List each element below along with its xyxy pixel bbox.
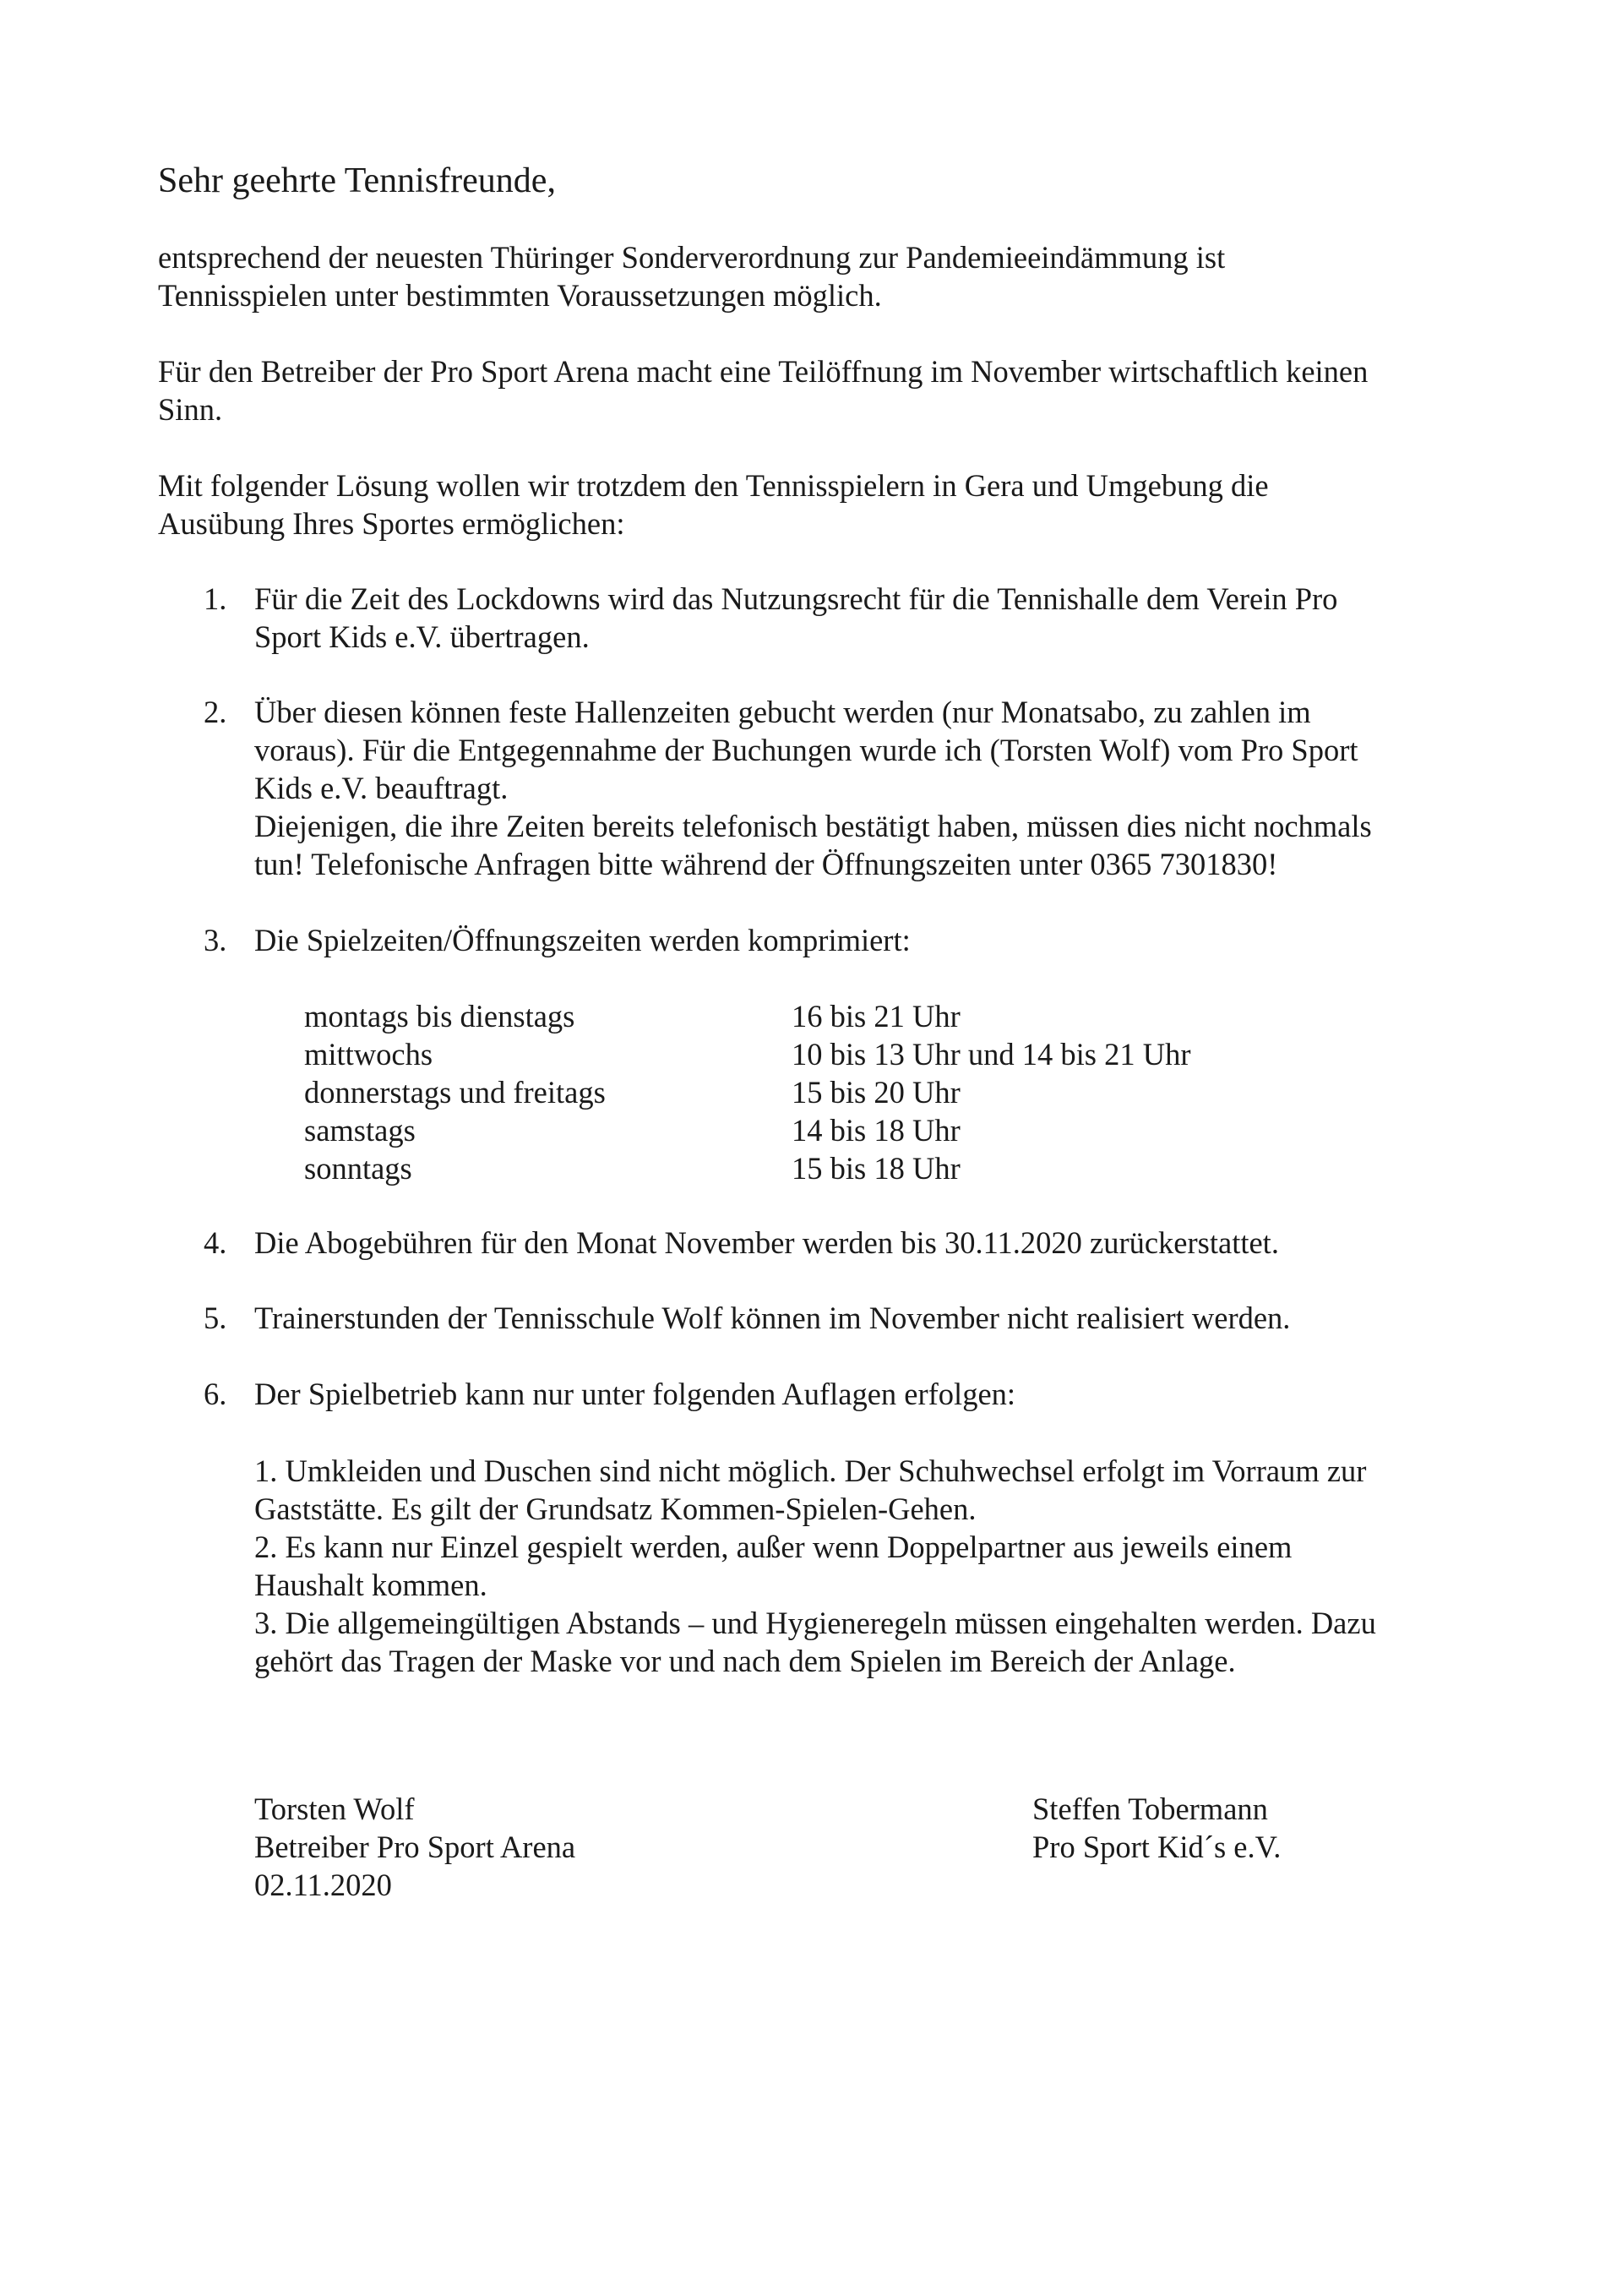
list-line: tun! Telefonische Anfragen bitte während der Öffnungszeiten unter 0365 7301830!: [254, 847, 1278, 881]
list-line: Sport Kids e.V. übertragen.: [254, 619, 590, 654]
conditions-block: [254, 1452, 1471, 1680]
schedule-time: 14 bis 18 Uhr: [792, 1113, 961, 1148]
list-number: 5.: [204, 1301, 227, 1335]
paragraph-line: entsprechend der neuesten Thüringer Sonderverordnung zur Pandemieeindämmung ist: [158, 240, 1226, 275]
list-item-text: [254, 693, 1471, 883]
opening-hours-table: [304, 997, 1318, 1187]
list-line: Über diesen können feste Hallenzeiten gebucht werden (nur Monatsabo, zu zahlen im: [254, 695, 1311, 729]
condition-line: Gaststätte. Es gilt der Grundsatz Kommen-Spielen-Gehen.: [254, 1492, 977, 1526]
list-number: 6.: [204, 1377, 227, 1411]
list-line: Die Abogebühren für den Monat November werden bis 30.11.2020 zurückerstattet.: [254, 1225, 1279, 1260]
schedule-day: donnerstags und freitags: [304, 1075, 606, 1110]
schedule-row: [304, 1073, 1318, 1111]
list-number: 3.: [204, 923, 227, 957]
paragraph-line: Mit folgender Lösung wollen wir trotzdem den Tennisspielern in Gera und Umgebung die: [158, 468, 1269, 503]
solution-paragraph: [158, 466, 1476, 543]
list-number: 1.: [204, 581, 227, 616]
list-item-text: [254, 580, 1471, 656]
list-item-text: [254, 921, 1471, 959]
signature-name: Steffen Tobermann: [1032, 1792, 1268, 1826]
signature-left: [254, 1790, 575, 1904]
list-line: Trainerstunden der Tennisschule Wolf können im November nicht realisiert werden.: [254, 1301, 1291, 1335]
schedule-time: 15 bis 18 Uhr: [792, 1151, 961, 1186]
signature-date: 02.11.2020: [254, 1868, 392, 1902]
list-item-text: [254, 1224, 1471, 1262]
greeting: Sehr geehrte Tennisfreunde,: [158, 161, 556, 200]
paragraph-line: Ausübung Ihres Sportes ermöglichen:: [158, 506, 625, 541]
signature-org: Pro Sport Kid´s e.V.: [1032, 1830, 1282, 1864]
signature-name: Torsten Wolf: [254, 1792, 415, 1826]
list-line: Für die Zeit des Lockdowns wird das Nutzungsrecht für die Tennishalle dem Verein Pro: [254, 581, 1338, 616]
schedule-row: [304, 1035, 1318, 1073]
schedule-row: [304, 1149, 1318, 1187]
schedule-day: montags bis dienstags: [304, 999, 575, 1033]
signature-role: Betreiber Pro Sport Arena: [254, 1830, 576, 1864]
list-item-text: [254, 1299, 1471, 1337]
condition-line: Haushalt kommen.: [254, 1568, 487, 1602]
condition-line: gehört das Tragen der Maske vor und nach dem Spielen im Bereich der Anlage.: [254, 1644, 1236, 1678]
paragraph-line: Tennisspielen unter bestimmten Voraussetzungen möglich.: [158, 278, 882, 313]
schedule-day: sonntags: [304, 1151, 412, 1186]
list-item-text: [254, 1375, 1471, 1413]
schedule-time: 15 bis 20 Uhr: [792, 1075, 961, 1110]
paragraph-line: Sinn.: [158, 392, 223, 427]
schedule-row: [304, 997, 1318, 1035]
signature-right: [1032, 1790, 1281, 1866]
paragraph-line: Für den Betreiber der Pro Sport Arena macht eine Teilöffnung im November wirtschaftlich keinen: [158, 354, 1369, 389]
condition-line: 2. Es kann nur Einzel gespielt werden, außer wenn Doppelpartner aus jeweils einem: [254, 1530, 1293, 1564]
condition-line: 1. Umkleiden und Duschen sind nicht möglich. Der Schuhwechsel erfolgt im Vorraum zur: [254, 1453, 1367, 1488]
list-line: Der Spielbetrieb kann nur unter folgenden Auflagen erfolgen:: [254, 1377, 1016, 1411]
operator-paragraph: [158, 352, 1476, 428]
list-line: Diejenigen, die ihre Zeiten bereits telefonisch bestätigt haben, müssen dies nicht nochmals: [254, 809, 1372, 843]
list-line: Kids e.V. beauftragt.: [254, 771, 509, 805]
list-number: 2.: [204, 695, 227, 729]
schedule-day: samstags: [304, 1113, 416, 1148]
list-line: Die Spielzeiten/Öffnungszeiten werden komprimiert:: [254, 923, 911, 957]
schedule-row: [304, 1111, 1318, 1149]
list-number: 4.: [204, 1225, 227, 1260]
condition-line: 3. Die allgemeingültigen Abstands – und Hygieneregeln müssen eingehalten werden. Dazu: [254, 1606, 1376, 1640]
schedule-time: 10 bis 13 Uhr und 14 bis 21 Uhr: [792, 1037, 1191, 1072]
schedule-day: mittwochs: [304, 1037, 433, 1072]
schedule-time: 16 bis 21 Uhr: [792, 999, 961, 1033]
list-line: voraus). Für die Entgegennahme der Buchungen wurde ich (Torsten Wolf) vom Pro Sport: [254, 733, 1358, 767]
intro-paragraph: [158, 238, 1476, 314]
